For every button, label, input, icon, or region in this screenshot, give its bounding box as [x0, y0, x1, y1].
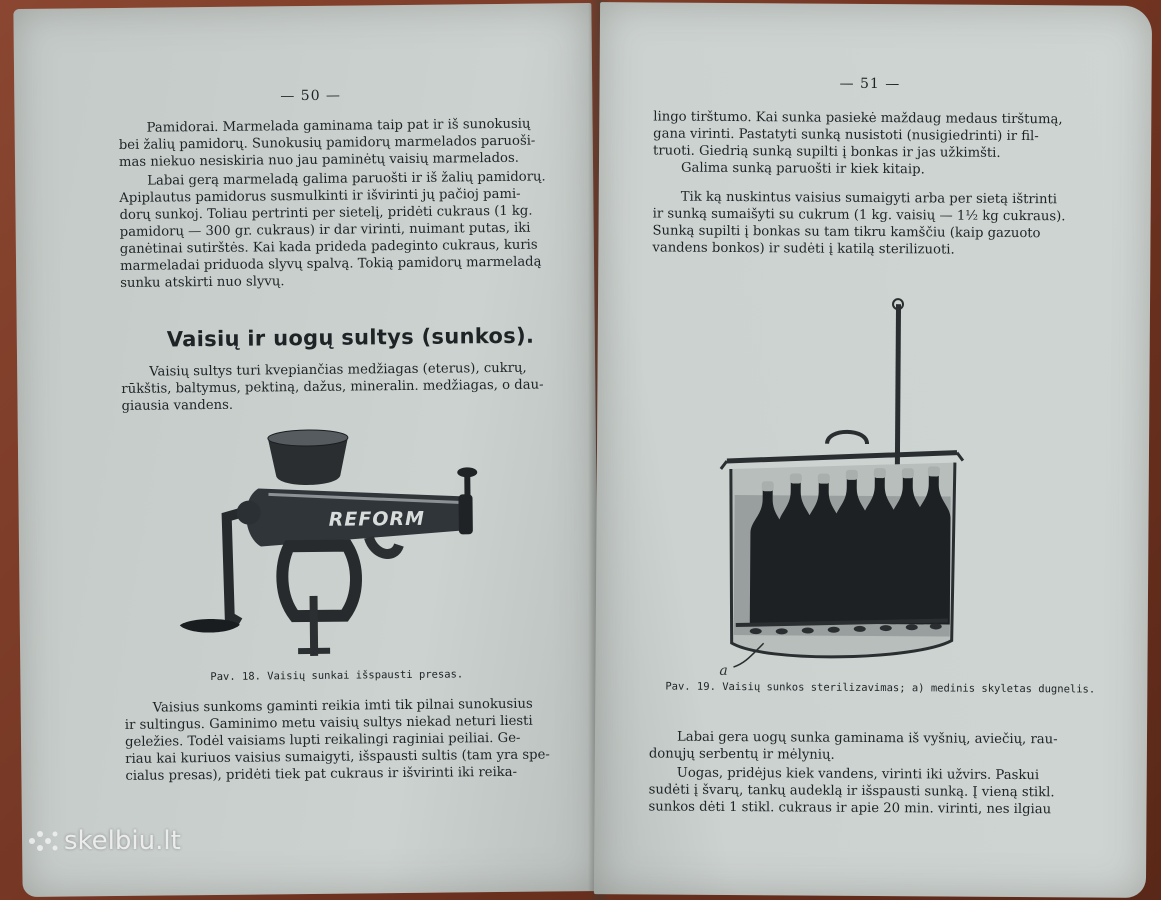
text-line: Vaisius sunkoms gaminti reikia imti tik pilnai sunokusius	[152, 696, 533, 716]
reform-label: REFORM	[328, 507, 426, 531]
text-line: Sunką supilti į bonkas su tam tikru kamščiu (kaip gazuoto	[652, 223, 1041, 242]
paragraph-vaisius	[125, 695, 550, 784]
text-line: rūkštis, baltymus, pektiną, dažus, mineralin. medžiagas, o dau-	[121, 377, 544, 397]
paragraph-pamidorai	[119, 116, 536, 171]
text-line: sunkos dėti 1 stikl. cukraus ir apie 20 min. virinti, nes ilgiau	[648, 799, 1052, 818]
text-line: Galima sunką paruošti ir kiek kitaip.	[680, 160, 925, 178]
text-line: sudėti į švarų, tankų audeklą ir išspausti sunką. Į vieną stikl.	[648, 782, 1055, 801]
paragraph-sultys	[121, 360, 544, 415]
paragraph-zaliu-pamidoru	[119, 168, 547, 291]
section-heading: Vaisių ir uogų sultys (sunkos).	[166, 323, 535, 352]
text-line: Labai gera uogų sunka gaminama iš vyšnių, aviečių, rau-	[676, 729, 1058, 748]
text-line: cialus presas), pridėti tiek pat cukraus ir išvirinti iki reika-	[125, 764, 518, 784]
text-line: donųjų serbentų ir mėlynių.	[648, 746, 835, 763]
paragraph-top	[653, 108, 1063, 179]
dots-logo-icon	[28, 830, 58, 852]
text-line: ganėtinai sutirštės. Kai kada prideda padeginto cukraus, kuris	[119, 237, 538, 257]
text-line: Tik ką nuskintus vaisius sumaigyti arba per sietą ištrinti	[680, 189, 1058, 208]
text-line: Uogas, pridėjus kiek vandens, virinti iki užvirs. Paskui	[676, 765, 1040, 784]
text-line: vandens bonkos) ir sudėti į katilą sterilizuoti.	[652, 240, 955, 258]
text-line: lingo tirštumo. Kai sunka pasiekė maždaug medaus tirštumą,	[653, 109, 1063, 128]
text-line: riau kai kuriuos vaisius sumaigyti, išspausti sultis (tam yra spe-	[125, 747, 550, 767]
text-line: pamidorų — 300 gr. cukraus) ir dar virinti, nuimant putas, iki	[119, 220, 531, 240]
juice-press-illustration	[168, 424, 490, 657]
sterilization-pot-illustration	[705, 293, 978, 685]
text-line: mas niekuo nesiskiria nuo jau paminėtų vaisių marmelados.	[118, 150, 520, 170]
text-line: Apiplautus pamidorus susmulkinti ir išvirinti jų pačioj pami-	[119, 186, 521, 206]
text-line: truoti. Giedrią sunką supilti į bonkas ir jas užkimšti.	[653, 143, 1001, 161]
text-line: Vaisių sultys turi kvepiančias medžiagas (eterus), cukrų,	[149, 360, 527, 380]
text-line: bei žalių pamidorų. Sunokusių pamidorų marmelados paruoši-	[118, 133, 536, 153]
text-line: ir sunką sumaišyti su cukrum (1 kg. vaisių — 1½ kg cukraus).	[652, 206, 1066, 225]
text-line: marmeladai priduoda slyvų spalvą. Tokią pamidorų marmeladą	[119, 254, 542, 274]
left-page	[13, 3, 600, 897]
page-number-right: — 51 —	[839, 75, 901, 93]
text-line: giausia vandens.	[121, 397, 234, 414]
text-line: Labai gerą marmeladą galima paruošti ir iš žalių pamidorų.	[147, 169, 546, 189]
text-line: dorų sunkoj. Toliau pertrinti per sietelį, pridėti cukraus (1 kg.	[119, 203, 533, 223]
skelbiu-watermark	[28, 826, 181, 856]
figure-marker-a: a	[719, 662, 728, 679]
text-line: gana virinti. Pastatyti sunką nusistoti (nusigiedrinti) ir fil-	[653, 126, 1039, 145]
figure-caption-18: Pav. 18. Vaisių sunkai išspausti presas.	[210, 668, 464, 684]
figure-caption-19: Pav. 19. Vaisių sunkos sterilizavimas; a) medinis skyletas dugnelis.	[665, 680, 1096, 696]
text-line: sunku atskirti nuo slyvų.	[120, 274, 285, 291]
paragraph-uogu-sunka	[649, 728, 1058, 765]
watermark-text: skelbiu.lt	[64, 826, 181, 856]
paragraph-tik-ka	[652, 188, 1065, 259]
text-line: geležies. Todėl vaisiams lupti reikalingi raginiai peiliai. Ge-	[124, 730, 521, 750]
text-line: ir sultingus. Gaminimo metu vaisių sultys niekad neturi liesti	[124, 713, 533, 733]
right-page	[594, 2, 1152, 898]
paragraph-uogas	[648, 764, 1054, 818]
page-number-left: — 50 —	[280, 87, 342, 105]
text-line: Pamidorai. Marmelada gaminama taip pat ir iš sunokusių	[146, 116, 531, 136]
